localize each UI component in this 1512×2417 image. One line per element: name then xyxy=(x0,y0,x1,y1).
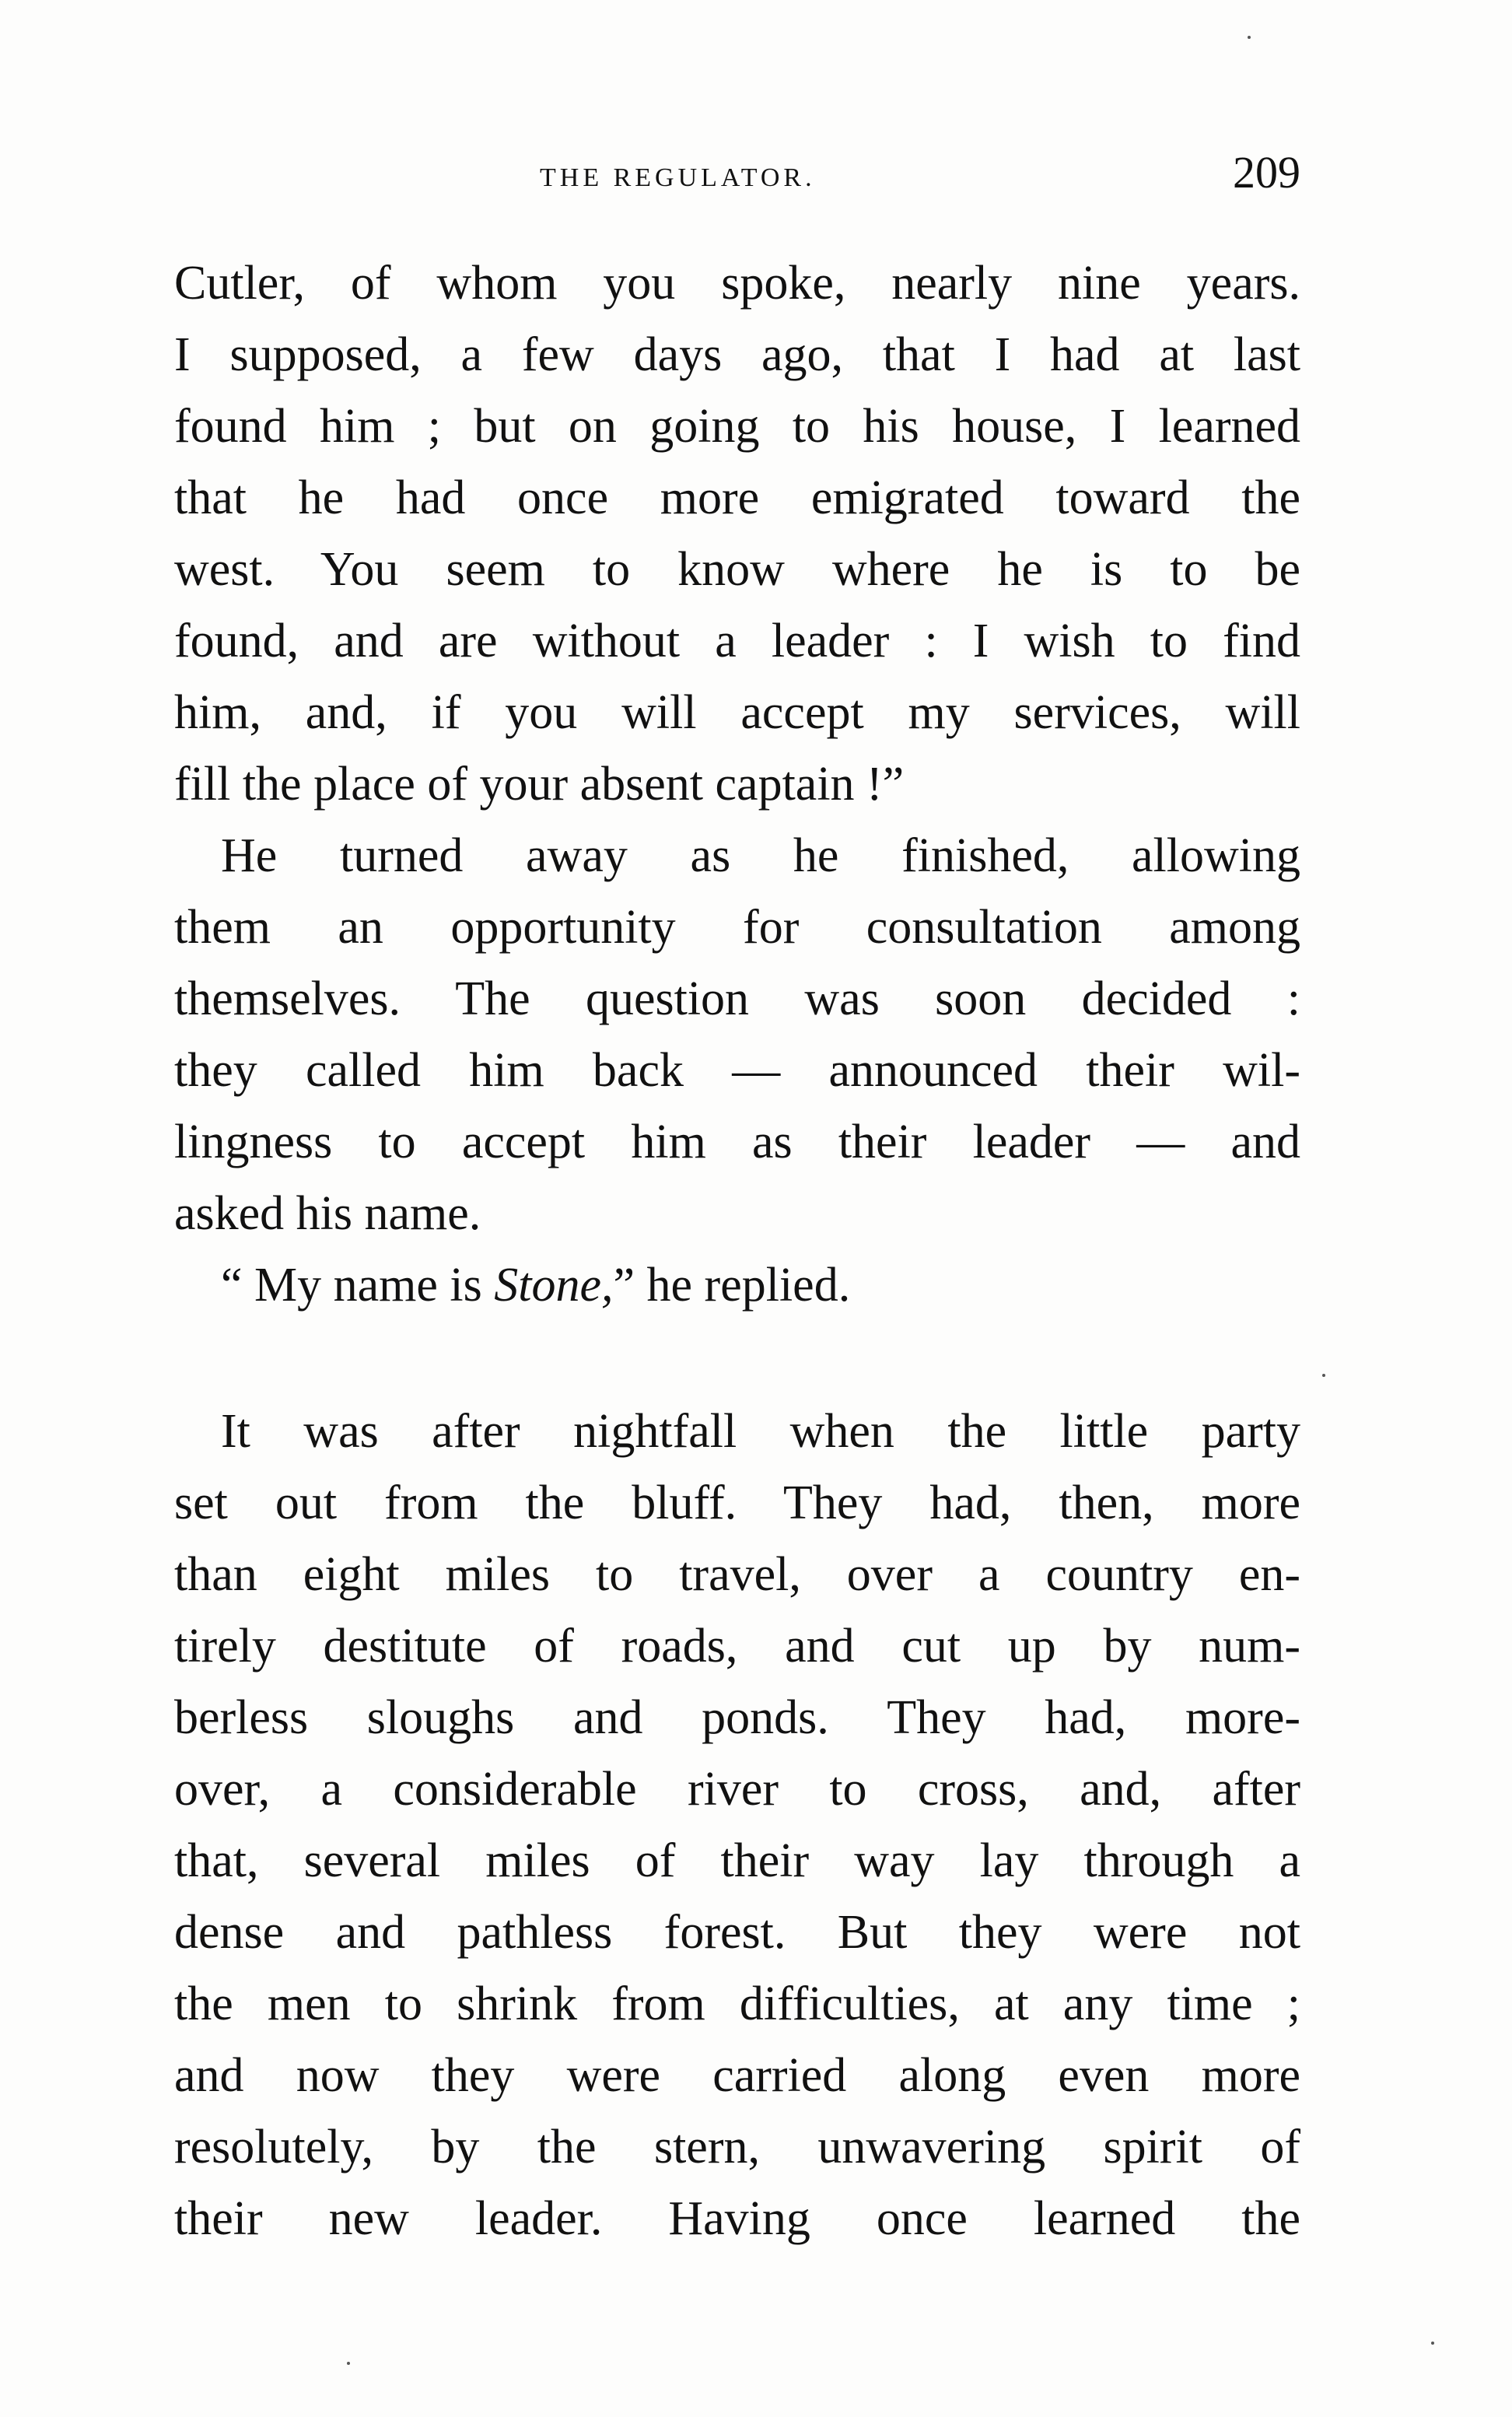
text-line: their new leader. Having once learned the xyxy=(174,2192,1300,2245)
text-line: tirely destitute of roads, and cut up by num- xyxy=(174,1620,1300,1673)
speaker-name: Stone, xyxy=(494,1259,614,1312)
text-line: the men to shrink from difficulties, at any time ; xyxy=(174,1977,1300,2030)
text-line: and now they were carried along even more xyxy=(174,2049,1300,2102)
text-line: resolutely, by the stern, unwavering spirit of xyxy=(174,2121,1300,2174)
text-line: fill the place of your absent captain !” xyxy=(174,758,905,811)
text-line: found, and are without a leader : I wish to find xyxy=(174,615,1300,667)
text-line: him, and, if you will accept my services, will xyxy=(174,686,1300,739)
text-line: lingness to accept him as their leader — and xyxy=(174,1116,1300,1168)
text-line: He turned away as he finished, allowing xyxy=(221,829,1300,882)
text-line: It was after nightfall when the little party xyxy=(221,1405,1300,1458)
page-number: 209 xyxy=(1233,147,1300,198)
dialogue-open: “ My name is xyxy=(221,1259,495,1312)
text-line: asked his name. xyxy=(174,1187,481,1240)
dialogue-close: ” he replied. xyxy=(613,1259,851,1312)
text-line: set out from the bluff. They had, then, more xyxy=(174,1476,1300,1529)
text-line: dense and pathless forest. But they were not xyxy=(174,1906,1300,1959)
text-line: than eight miles to travel, over a country en- xyxy=(174,1548,1300,1601)
scan-speck xyxy=(1431,2342,1434,2345)
text-line: west. You seem to know where he is to be xyxy=(174,543,1300,596)
text-line: themselves. The question was soon decided : xyxy=(174,972,1300,1025)
text-line: found him ; but on going to his house, I learned xyxy=(174,400,1300,453)
text-line: I supposed, a few days ago, that I had at last xyxy=(174,328,1300,381)
text-line: berless sloughs and ponds. They had, more- xyxy=(174,1691,1300,1744)
paragraph-block-1 xyxy=(174,247,1300,1321)
paragraph-block-2 xyxy=(174,1396,1300,2254)
running-head: THE REGULATOR. xyxy=(540,163,816,192)
text-line: Cutler, of whom you spoke, nearly nine years. xyxy=(174,257,1300,310)
text-line: that he had once more emigrated toward the xyxy=(174,471,1300,524)
text-line: over, a considerable river to cross, and, after xyxy=(174,1763,1300,1816)
text-line: that, several miles of their way lay through a xyxy=(174,1834,1300,1887)
scan-speck xyxy=(1322,1374,1325,1377)
text-line: them an opportunity for consultation among xyxy=(174,901,1300,954)
page-header xyxy=(174,146,1300,216)
scan-speck xyxy=(1248,36,1251,39)
text-line: they called him back — announced their wil- xyxy=(174,1044,1300,1097)
scan-speck xyxy=(347,2362,350,2365)
dialogue-line xyxy=(174,1249,1300,1321)
